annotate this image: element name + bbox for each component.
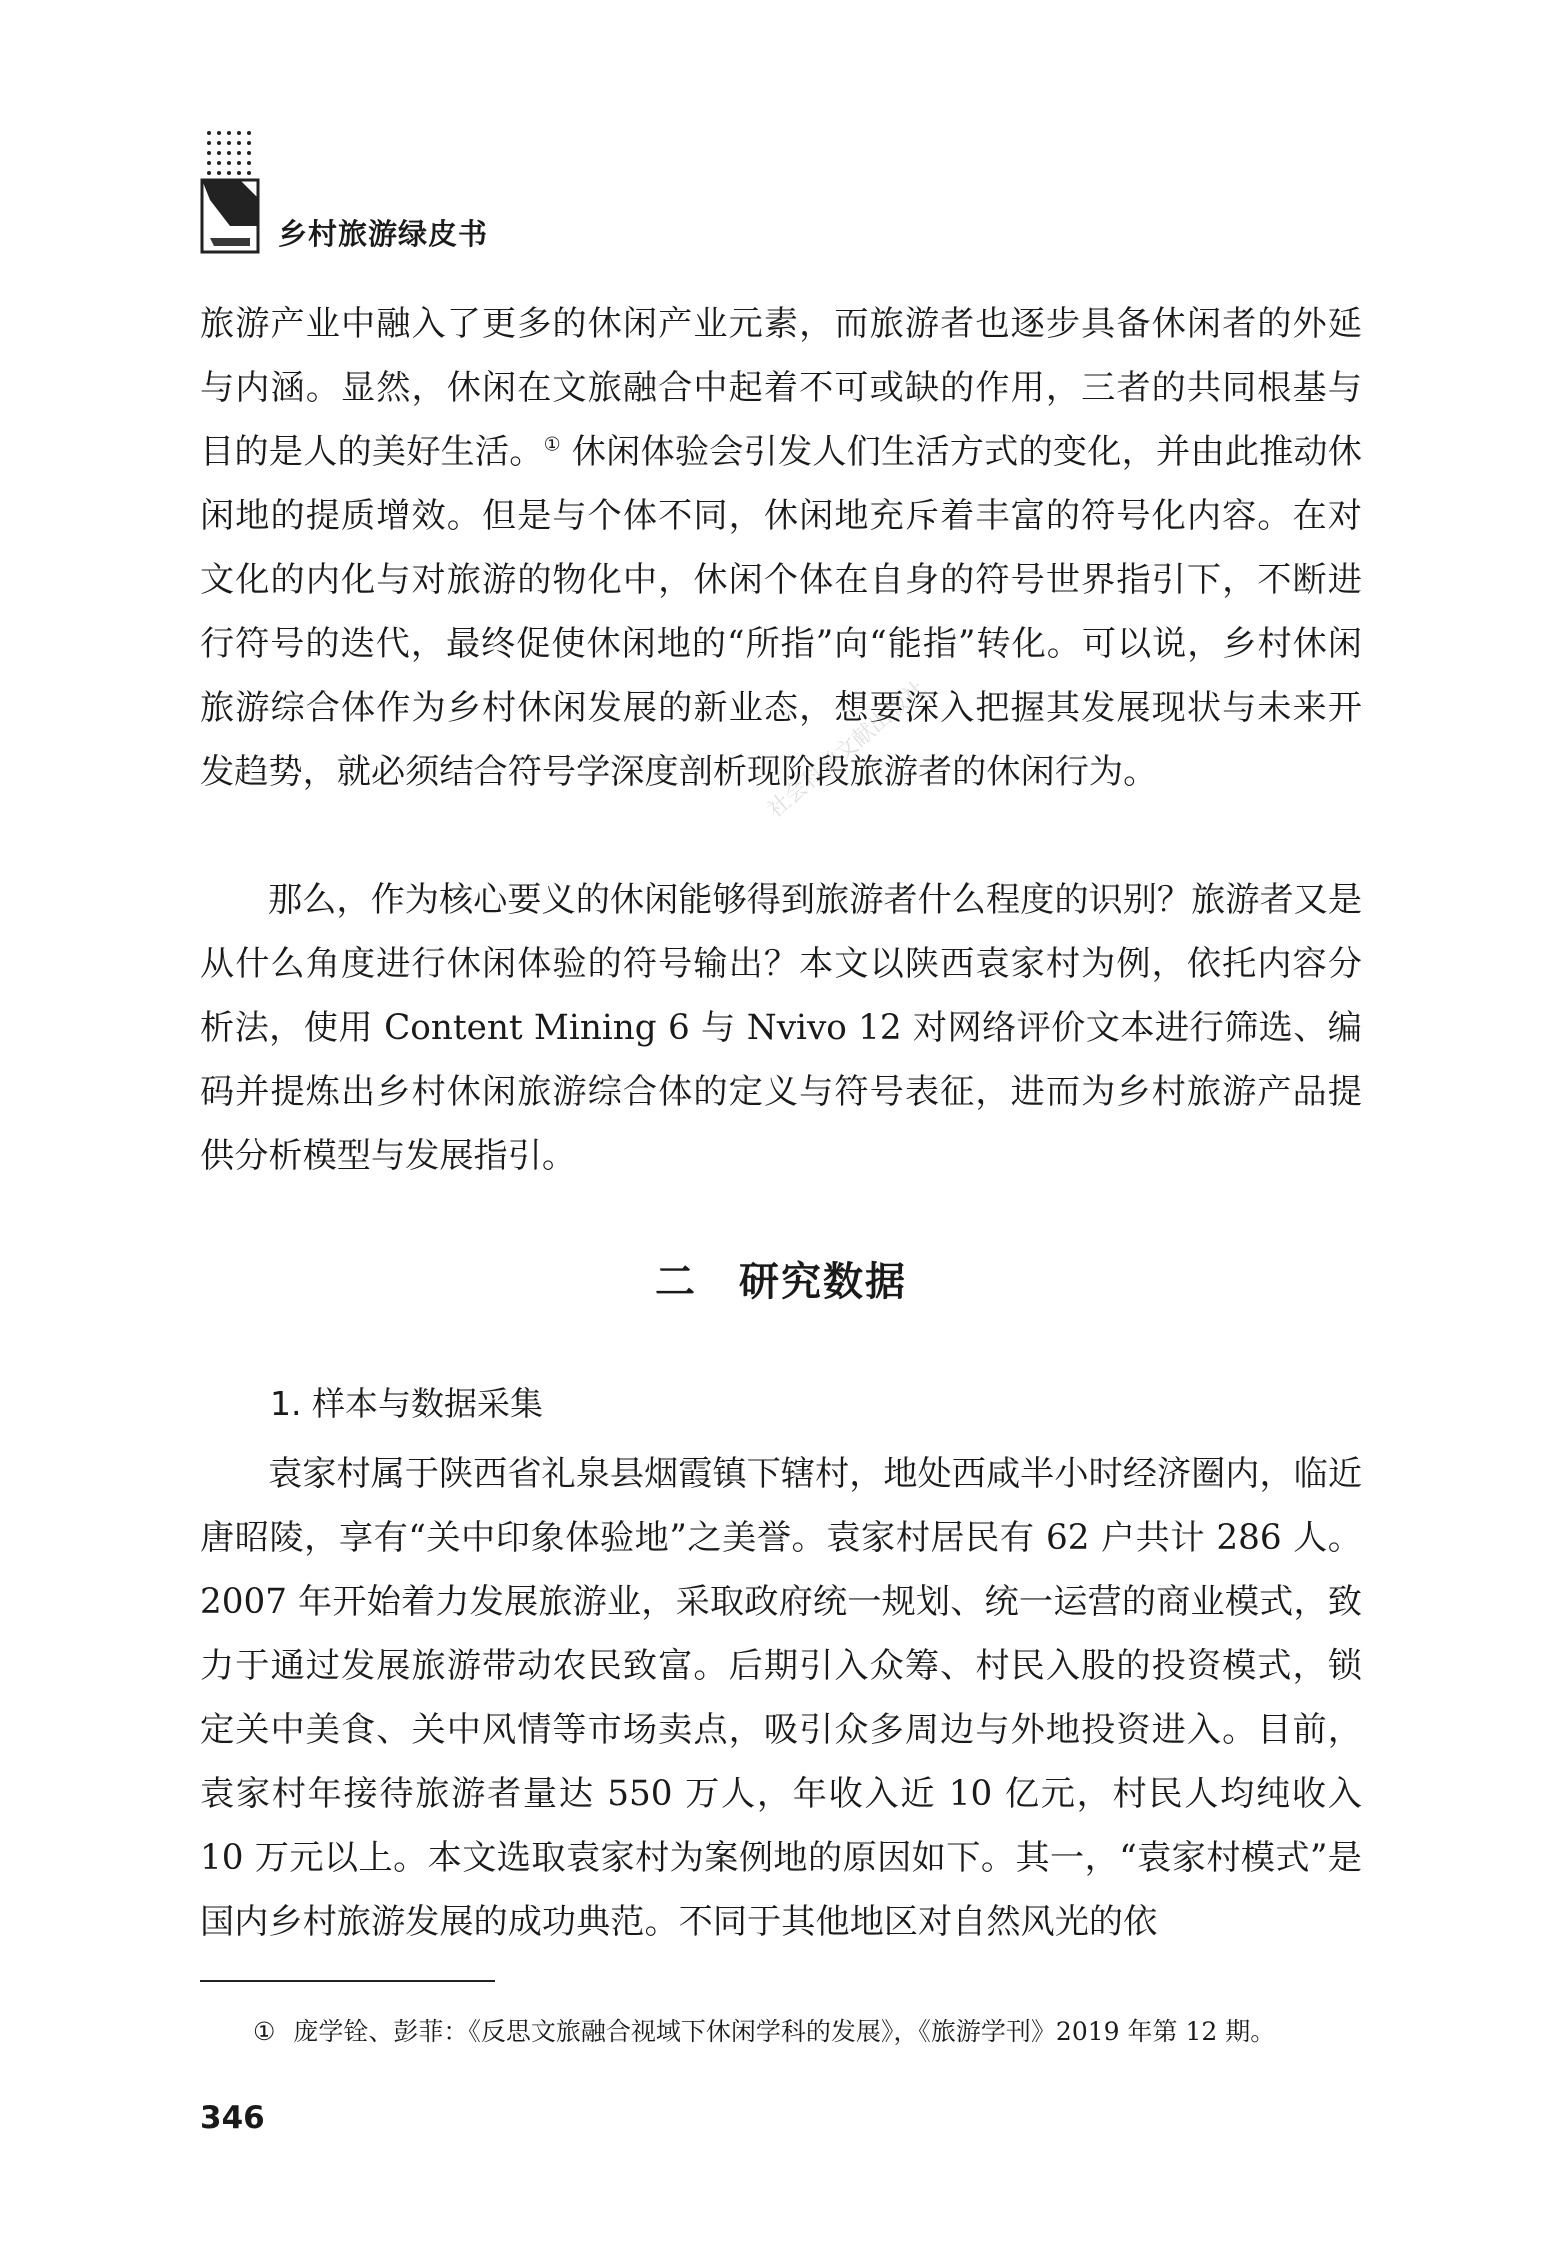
running-header (200, 128, 600, 258)
footnote-reference[interactable]: ① (543, 434, 561, 456)
dot-grid-decoration (204, 128, 254, 178)
section-heading: 二 研究数据 (655, 1258, 907, 1305)
page-number: 346 (200, 2100, 265, 2136)
body-paragraph (200, 1442, 1362, 1954)
series-title: 乡村旅游绿皮书 (278, 217, 489, 251)
footnote-divider (200, 1980, 495, 1982)
subsection-heading: 1. 样本与数据采集 (270, 1384, 543, 1423)
book-corner-icon (200, 178, 262, 256)
paragraph-text: 袁家村属于陕西省礼泉县烟霞镇下辖村，地处西咸半小时经济圈内，临近唐昭陵，享有“关中印象体验地”之美誉。袁家村居民有 62 户共计 286 人。2007 年开始着力发展旅游业，采取政府统一规划、统一运营的商业模式，致力于通过发展旅游带动农民致富。后期引入众筹、村民入股的投资模式，锁定关中美食、关中风情等市场卖点，吸引众多周边与外地投资进入。目前，袁家村年接待旅游者量达 550 万人，年收入近 10 亿元，村民人均纯收入 10 万元以上。本文选取袁家村为案例地的原因如下。其一，“袁家村模式”是国内乡村旅游发展的成功典范。不同于其他地区对自然风光的依 (200, 1454, 1363, 1942)
footnote-mark: ① (253, 2017, 276, 2046)
body-paragraph (200, 292, 1362, 804)
paragraph-text: 那么，作为核心要义的休闲能够得到旅游者什么程度的识别？旅游者又是从什么角度进行休闲体验的符号输出？本文以陕西袁家村为例，依托内容分析法，使用 Content Mining 6 与 Nvivo 12 对网络评价文本进行筛选、编码并提炼出乡村休闲旅游综合体的定义与符号表征，进而为乡村旅游产品提供分析模型与发展指引。 (200, 880, 1363, 1176)
body-paragraph (200, 868, 1362, 1188)
paragraph-text-continued: 休闲体验会引发人们生活方式的变化，并由此推动休闲地的提质增效。但是与个体不同，休闲地充斥着丰富的符号化内容。在对文化的内化与对旅游的物化中，休闲个体在自身的符号世界指引下，不断进行符号的迭代，最终促使休闲地的“所指”向“能指”转化。可以说，乡村休闲旅游综合体作为乡村休闲发展的新业态，想要深入把握其发展现状与未来开发趋势，就必须结合符号学深度剖析现阶段旅游者的休闲行为。 (200, 432, 1362, 792)
footnote (253, 2014, 1373, 2050)
paragraph-text: 旅游产业中融入了更多的休闲产业元素，而旅游者也逐步具备休闲者的外延与内涵。显然，休闲在文旅融合中起着不可或缺的作用，三者的共同根基与目的是人的美好生活。 (200, 304, 1362, 472)
footnote-text: 庞学铨、彭菲：《反思文旅融合视域下休闲学科的发展》，《旅游学刊》2019 年第 12 期。 (293, 2017, 1276, 2046)
watermark: 社会科学文献出版社 (763, 676, 931, 823)
